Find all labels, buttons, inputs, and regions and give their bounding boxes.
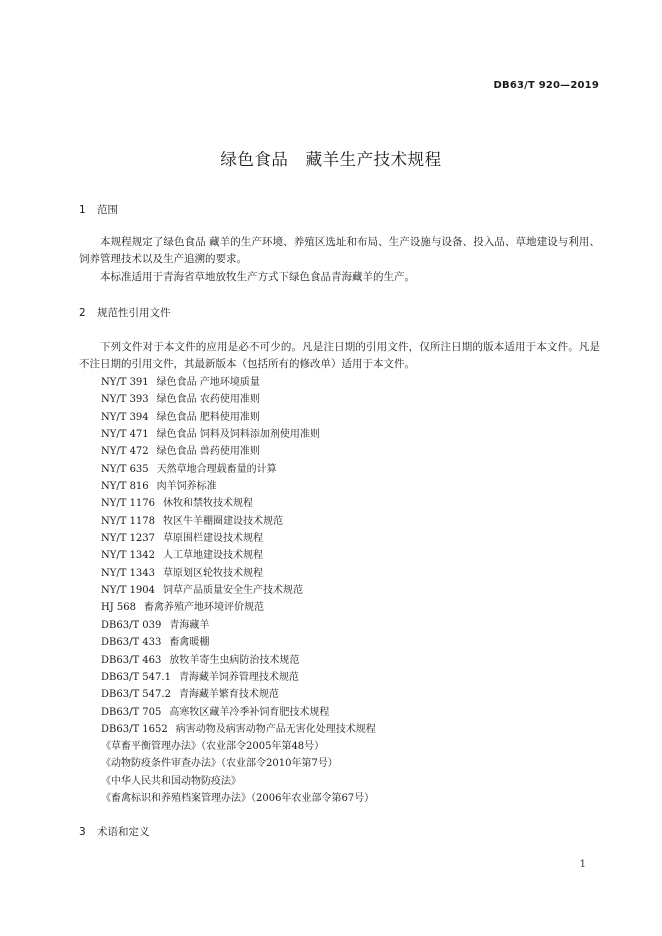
reference-item <box>101 652 376 669</box>
regulation-item: 《动物防疫条件审查办法》（农业部令2010年第7号） <box>101 758 338 770</box>
scope-paragraph: 本规程规定了绿色食品 藏羊的生产环境、养殖区选址和布局、生产设施与设备、投入品、草地建设与利用、饲养管理技术以及生产追溯的要求。 <box>79 236 600 266</box>
references-intro-paragraph: 下列文件对于本文件的应用是必不可少的。凡是注日期的引用文件，仅所注日期的版本适用于本文件。凡是不注日期的引用文件，其最新版本（包括所有的修改单）适用于本文件。 <box>79 341 600 371</box>
reference-title: 草原划区轮牧技术规程 <box>163 567 264 579</box>
page-number: 1 <box>579 859 586 870</box>
reference-title: 绿色食品 农药使用准则 <box>156 394 260 406</box>
reference-code: NY/T 471 <box>101 429 149 441</box>
reference-item <box>101 721 376 738</box>
reference-title: 绿色食品 产地环境质量 <box>156 377 260 388</box>
reference-item <box>101 669 376 686</box>
reference-item <box>101 599 376 616</box>
reference-code: NY/T 391 <box>101 377 149 388</box>
reference-code: DB63/T 547.1 <box>101 671 171 683</box>
section-title: 术语和定义 <box>97 826 150 838</box>
reference-code: DB63/T 705 <box>101 706 162 718</box>
scope-applicability-paragraph: 本标准适用于青海省草地放牧生产方式下绿色食品青海藏羊的生产。 <box>100 271 415 283</box>
regulation-list <box>101 738 374 807</box>
reference-item <box>101 478 376 495</box>
regulation-item: 《中华人民共和国动物防疫法》 <box>101 775 241 787</box>
reference-item <box>101 513 376 530</box>
section-title: 规范性引用文件 <box>97 307 171 319</box>
reference-code: NY/T 393 <box>101 394 149 406</box>
reference-code: HJ 568 <box>101 602 136 614</box>
regulation-item: 《畜禽标识和养殖档案管理办法》（2006年农业部令第67号） <box>101 793 375 805</box>
regulation-item: 《草畜平衡管理办法》（农业部令2005年第48号） <box>101 741 325 752</box>
reference-code: NY/T 1904 <box>101 585 156 597</box>
reference-title: 畜禽养殖产地环境评价规范 <box>144 602 264 614</box>
reference-code: NY/T 635 <box>101 463 149 475</box>
reference-code: DB63/T 547.2 <box>101 689 171 701</box>
section-heading-terms <box>79 824 150 839</box>
reference-item <box>101 391 376 408</box>
normative-reference-list <box>101 374 376 738</box>
reference-item <box>101 495 376 512</box>
reference-code: NY/T 394 <box>101 411 149 423</box>
reference-title: 放牧羊寄生虫病防治技术规范 <box>169 654 300 666</box>
document-title: 绿色食品 藏羊生产技术规程 <box>220 150 442 169</box>
reference-code: DB63/T 463 <box>101 654 162 666</box>
reference-title: 人工草地建设技术规程 <box>163 550 264 562</box>
section-number: 1 <box>79 204 86 216</box>
reference-item <box>101 547 376 564</box>
reference-code: NY/T 1178 <box>101 515 156 527</box>
reference-title: 饲草产品质量安全生产技术规范 <box>163 585 304 597</box>
reference-code: NY/T 1237 <box>101 533 156 545</box>
reference-title: 肉羊饲养标准 <box>156 481 217 493</box>
reference-item <box>101 461 376 478</box>
section-number: 2 <box>79 307 86 319</box>
reference-code: NY/T 1343 <box>101 567 156 579</box>
reference-item <box>101 686 376 703</box>
reference-title: 病害动物及病害动物产品无害化处理技术规程 <box>175 723 376 735</box>
reference-title: 青海藏羊繁育技术规范 <box>178 689 279 701</box>
reference-item <box>101 443 376 460</box>
reference-code: NY/T 816 <box>101 481 149 493</box>
reference-title: 绿色食品 兽药使用准则 <box>156 446 260 458</box>
reference-item <box>101 582 376 599</box>
reference-item <box>101 704 376 721</box>
reference-title: 牧区牛羊棚圈建设技术规范 <box>163 515 284 527</box>
reference-code: DB63/T 433 <box>101 637 162 649</box>
reference-title: 绿色食品 肥料使用准则 <box>156 411 260 423</box>
reference-code: NY/T 1176 <box>101 498 156 510</box>
section-number: 3 <box>79 826 86 838</box>
reference-code: NY/T 1342 <box>101 550 156 562</box>
section-title: 范围 <box>97 204 118 216</box>
reference-title: 畜禽暖棚 <box>169 637 210 649</box>
reference-item <box>101 426 376 443</box>
reference-title: 草原围栏建设技术规程 <box>163 533 264 545</box>
reference-item <box>101 617 376 634</box>
reference-title: 休牧和禁牧技术规程 <box>163 498 254 510</box>
section-heading-scope <box>79 202 118 217</box>
section-heading-references <box>79 305 171 320</box>
reference-title: 青海藏羊 <box>169 619 210 631</box>
reference-item <box>101 374 376 391</box>
reference-code: DB63/T 039 <box>101 619 162 631</box>
reference-title: 绿色食品 饲料及饲料添加剂使用准则 <box>156 429 320 441</box>
reference-item <box>101 565 376 582</box>
reference-title: 天然草地合理载畜量的计算 <box>156 463 277 475</box>
reference-code: NY/T 472 <box>101 446 149 458</box>
reference-item <box>101 530 376 547</box>
reference-title: 青海藏羊饲养管理技术规范 <box>178 671 299 683</box>
reference-code: DB63/T 1652 <box>101 723 168 735</box>
reference-item <box>101 409 376 426</box>
standard-code: DB63/T 920—2019 <box>493 80 599 91</box>
reference-title: 高寒牧区藏羊冷季补饲育肥技术规程 <box>169 706 330 718</box>
reference-item <box>101 634 376 651</box>
